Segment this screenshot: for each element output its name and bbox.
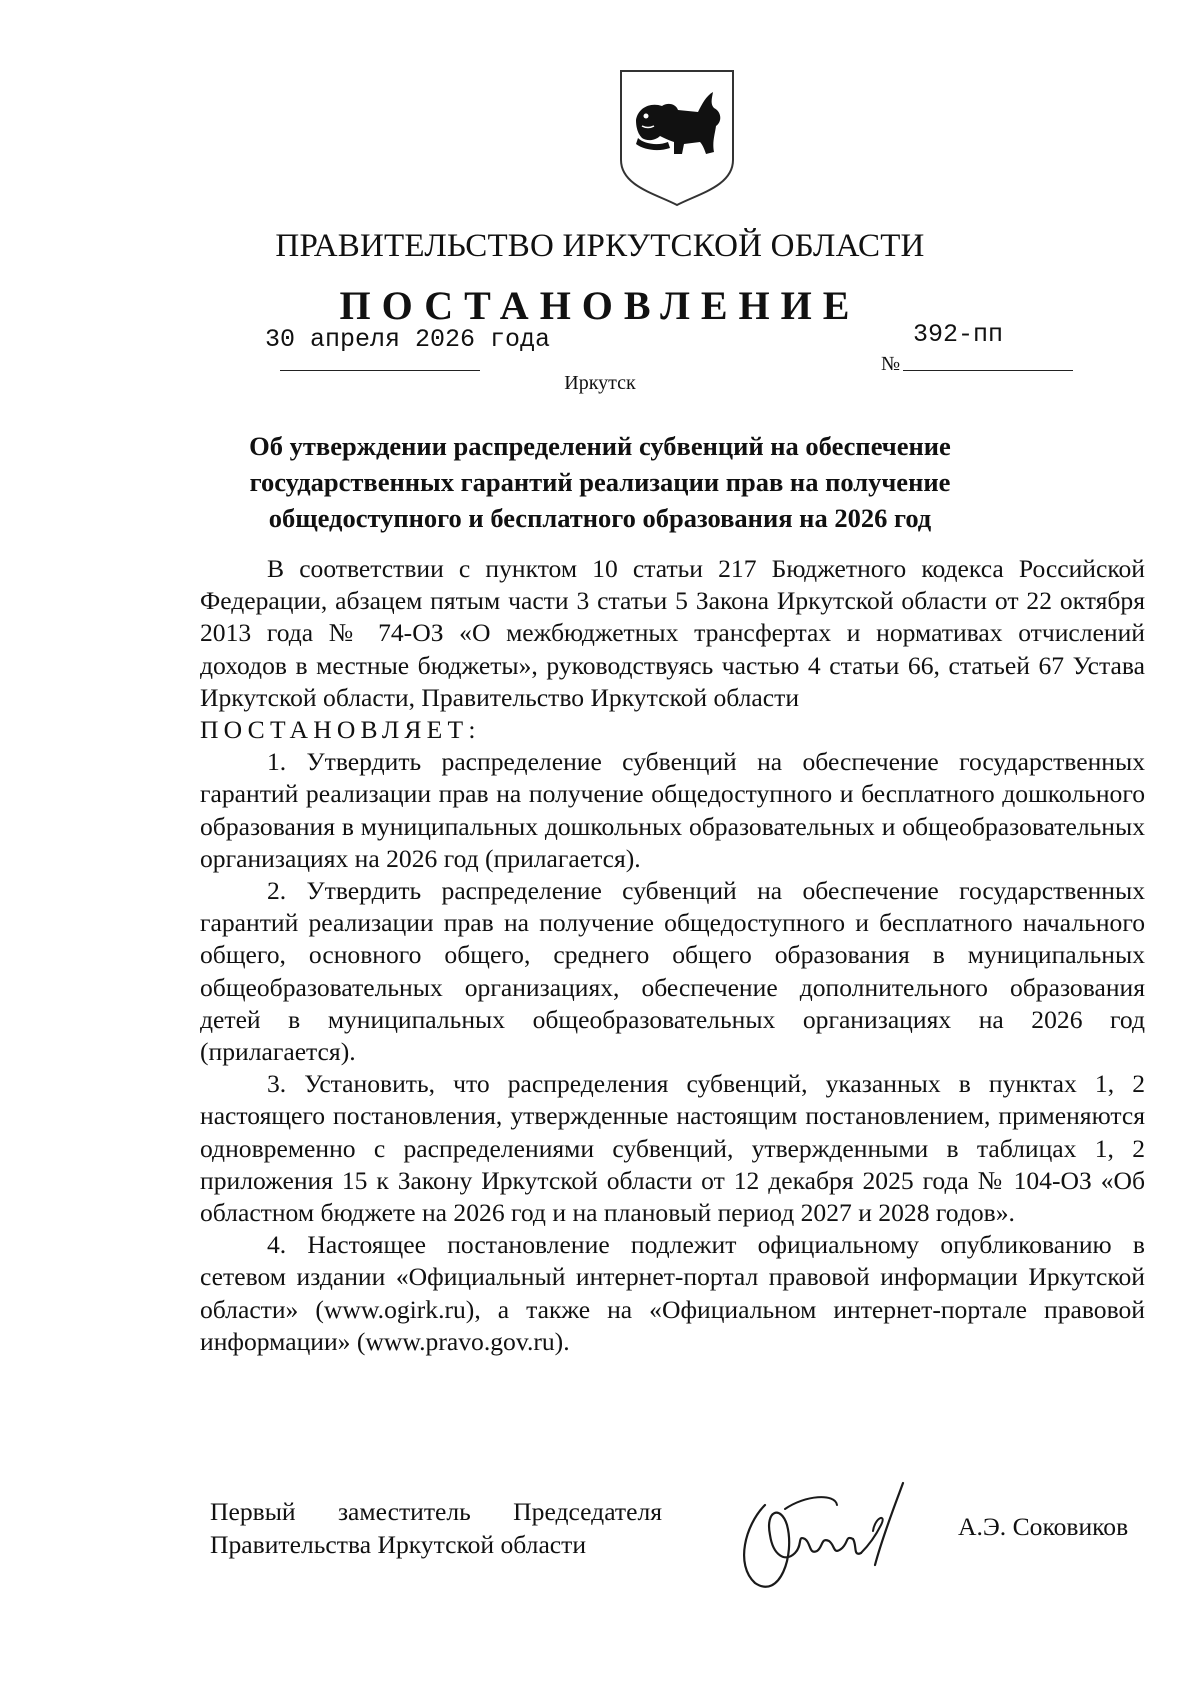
document-number: 392-пп [913, 320, 1004, 349]
number-underline [903, 370, 1073, 371]
document-body [200, 553, 1145, 1358]
signer-position-line-2: Правительства Иркутской области [210, 1530, 587, 1559]
signer-position-line-1: Первый заместитель Председателя [210, 1497, 662, 1526]
item-paragraph-2: 2. Утвердить распределение субвенций на обеспечение государственных гарантий реализации прав на получение общедоступного и бесплатного начального общего, основного общего, среднего общего образования в муниципальных общеобразовательных организациях, обеспечение дополнительного образования детей в муниципальных общеобразовательных организациях на 2026 год (прилагается). [200, 876, 1145, 1067]
signer-name: А.Э. Соковиков [958, 1512, 1129, 1541]
resolves-label: ПОСТАНОВЛЯЕТ: [200, 715, 481, 745]
item-paragraph-4: 4. Настоящее постановление подлежит официальному опубликованию в сетевом издании «Официальный интернет-портал правовой информации Иркутской области» (www.ogirk.ru), а также на «Официальном интернет-портале правовой информации» (www.pravo.gov.ru). [200, 1230, 1145, 1356]
coat-of-arms-icon [618, 68, 736, 208]
item-paragraph-3: 3. Установить, что распределения субвенций, указанных в пунктах 1, 2 настоящего постановления, утвержденные настоящим постановлением, применяются одновременно с распределениями субвенций, утвержденными в таблицах 1, 2 приложения 15 к Закону Иркутской области от 12 декабря 2025 года № 104-ОЗ «Об областном бюджете на 2026 год и на плановый период 2027 и 2028 годов». [200, 1069, 1145, 1228]
government-title: ПРАВИТЕЛЬСТВО ИРКУТСКОЙ ОБЛАСТИ [275, 228, 925, 264]
preamble-paragraph: В соответствии с пунктом 10 статьи 217 Бюджетного кодекса Российской Федерации, абзацем пятым части 3 статьи 5 Закона Иркутской области от 22 октября 2013 года № 74-ОЗ «О межбюджетных трансфертах и нормативах отчислений доходов в местные бюджеты», руководствуясь частью 4 статьи 66, статьей 67 Устава Иркутской области, Правительство Иркутской области [200, 554, 1145, 712]
document-heading: Об утверждении распределений субвенций на обеспечение государственных гарантий реализации прав на получение общедоступного и бесплатного образования на 2026 год [249, 431, 951, 533]
signer-position [210, 1495, 662, 1561]
handwritten-signature-icon [725, 1465, 940, 1600]
city: Иркутск [564, 372, 636, 394]
number-sign: № [881, 353, 901, 375]
document-date: 30 апреля 2026 года [265, 325, 551, 354]
document-type: ПОСТАНОВЛЕНИЕ [339, 283, 861, 328]
date-underline [280, 370, 480, 371]
item-paragraph-1: 1. Утвердить распределение субвенций на обеспечение государственных гарантий реализации прав на получение общедоступного и бесплатного дошкольного образования в муниципальных дошкольных образовательных и общеобразовательных организациях на 2026 год (прилагается). [200, 747, 1145, 873]
